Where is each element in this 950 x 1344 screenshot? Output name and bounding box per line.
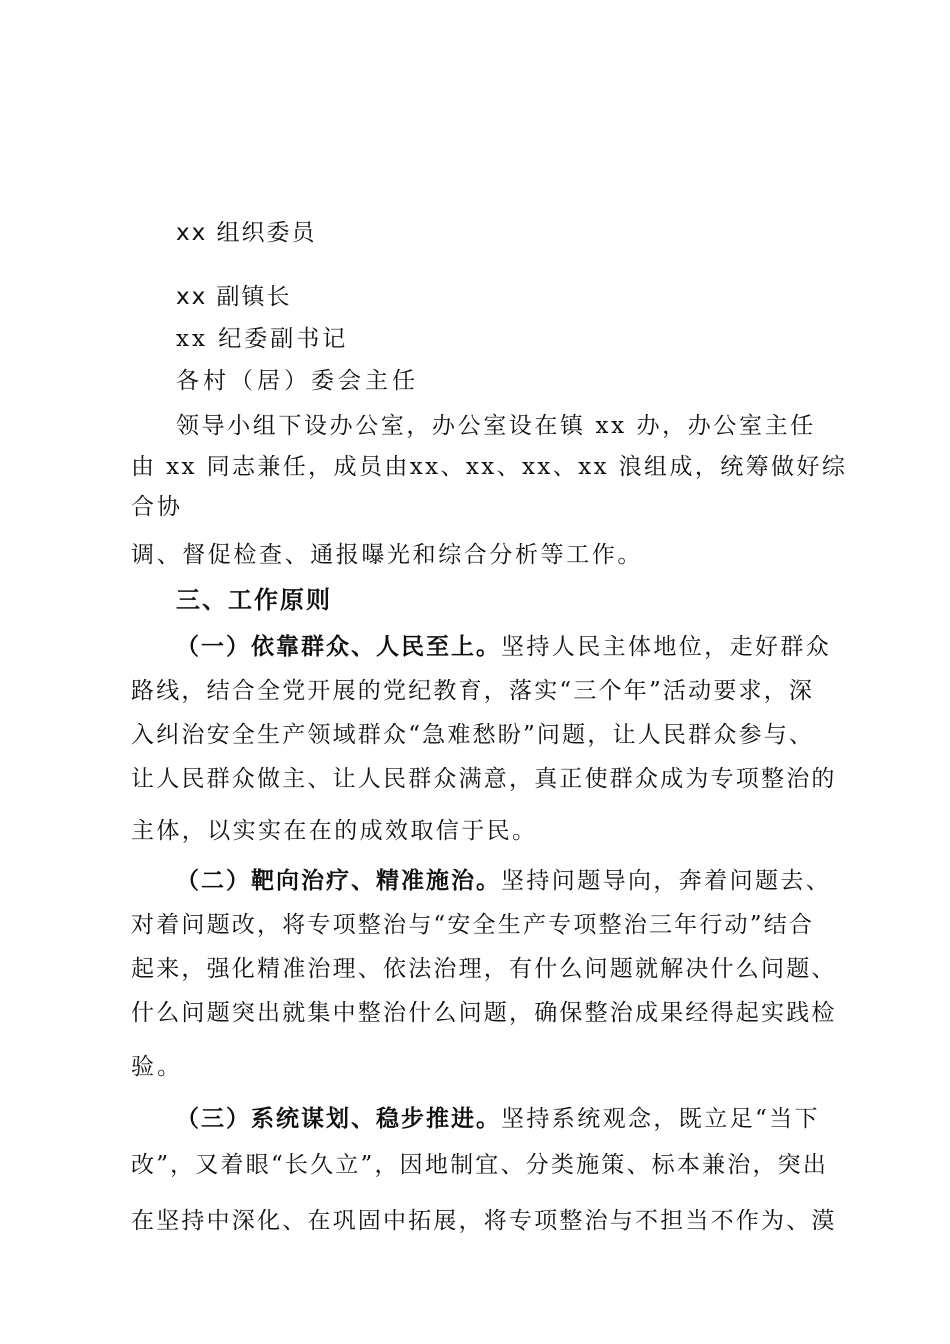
principle-line: 在坚持中深化、在巩固中拓展，将专项整治与不担当不作为、漠 bbox=[131, 1208, 837, 1234]
principle-text: 坚持问题导向，奔着问题去、 bbox=[501, 868, 832, 894]
member-line: xx 副镇长 bbox=[176, 284, 292, 310]
principle-line: 路线，结合全党开展的党纪教育，落实“三个年”活动要求，深 bbox=[131, 678, 815, 704]
member-line: xx 组织委员 bbox=[176, 220, 317, 246]
principle-line: 起来，强化精准治理、依法治理，有什么问题就解决什么问题、 bbox=[131, 956, 837, 982]
principle-first-line bbox=[176, 1104, 820, 1134]
principle-title: （二）靶向治疗、精准施治。 bbox=[176, 868, 501, 894]
principle-line: 验。 bbox=[131, 1054, 183, 1080]
office-paragraph-line: 由 xx 同志兼任，成员由xx、xx、xx、xx 浪组成，统筹做好综 bbox=[131, 454, 848, 480]
principle-first-line bbox=[176, 632, 831, 662]
principle-line: 主体，以实实在在的成效取信于民。 bbox=[131, 818, 538, 844]
principle-line: 改”，又着眼“长久立”，因地制宜、分类施策、标本兼治，突出 bbox=[131, 1152, 829, 1178]
principle-text: 坚持人民主体地位，走好群众 bbox=[501, 634, 832, 660]
principle-line: 对着问题改，将专项整治与“安全生产专项整治三年行动”结合 bbox=[131, 912, 815, 938]
principle-title: （一）依靠群众、人民至上。 bbox=[176, 634, 501, 660]
office-paragraph-line: 合协 bbox=[131, 494, 183, 520]
office-paragraph-line: 调、督促检查、通报曝光和综合分析等工作。 bbox=[131, 542, 643, 568]
principle-line: 什么问题突出就集中整治什么问题，确保整治成果经得起实践检 bbox=[131, 1000, 837, 1026]
principle-text: 坚持系统观念，既立足“当下 bbox=[501, 1106, 820, 1132]
office-paragraph-line: 领导小组下设办公室，办公室设在镇 xx 办，办公室主任 bbox=[176, 413, 816, 439]
member-line: xx 纪委副书记 bbox=[176, 326, 349, 352]
principle-line: 让人民群众做主、让人民群众满意，真正使群众成为专项整治的 bbox=[131, 766, 837, 792]
principle-first-line bbox=[176, 866, 831, 896]
principle-title: （三）系统谋划、稳步推进。 bbox=[176, 1106, 501, 1132]
member-line: 各村（居）委会主任 bbox=[176, 368, 419, 394]
principle-line: 入纠治安全生产领域群众“急难愁盼”问题，让人民群众参与、 bbox=[131, 722, 815, 748]
section-heading: 三、工作原则 bbox=[176, 586, 332, 614]
